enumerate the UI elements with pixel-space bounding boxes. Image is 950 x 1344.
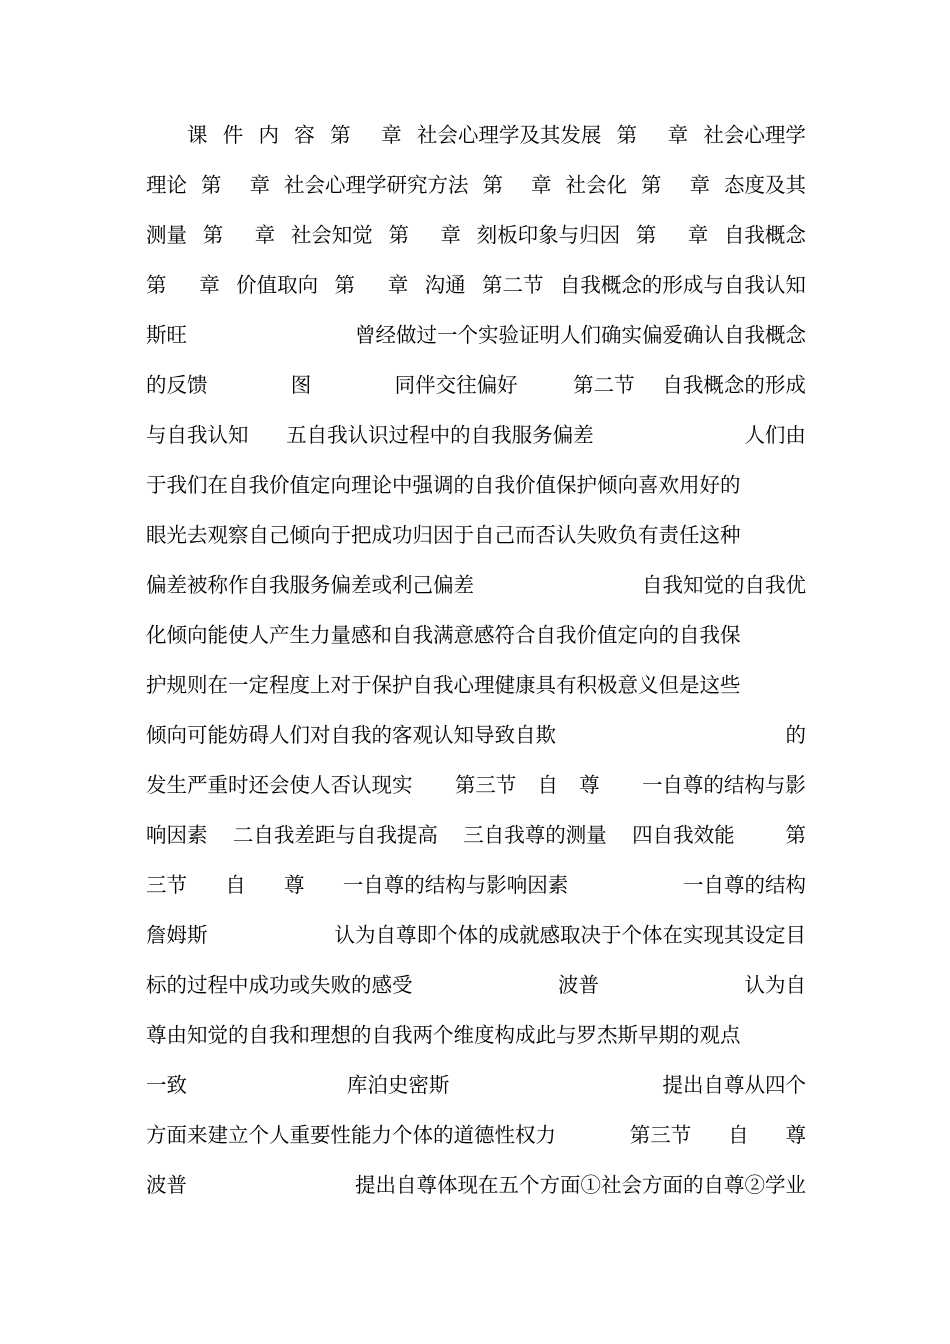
text-line	[146, 510, 806, 560]
text-line	[146, 310, 806, 360]
text-line	[146, 110, 806, 160]
text-run: 偏差被称作自我服务偏差或利己偏差	[146, 573, 474, 597]
text-run: 眼光去观察自己倾向于把成功归因于自己而否认失败负有责任这种	[146, 523, 741, 547]
text-run: 曾经做过一个实验证明人们确实偏爱确认自我概念	[355, 323, 806, 347]
text-run: 护规则在一定程度上对于保护自我心理健康具有积极意义但是这些	[146, 673, 741, 697]
text-run: 第	[334, 273, 355, 297]
text-run: 与自我认知	[146, 423, 249, 447]
text-run: 章	[687, 223, 709, 247]
text-line	[146, 610, 806, 660]
text-run: 社会心理学研究方法	[284, 173, 469, 197]
text-run: 件	[222, 123, 244, 147]
text-run: 第三节	[454, 773, 517, 797]
text-run: 第	[616, 123, 638, 147]
text-run: 标的过程中成功或失败的感受	[146, 973, 413, 997]
text-run: 第	[785, 823, 806, 847]
text-line	[146, 160, 806, 210]
text-run: 容	[294, 123, 315, 147]
text-run: 自	[537, 773, 558, 797]
text-run: 课	[146, 123, 208, 147]
text-line	[146, 560, 806, 610]
text-run: 认为自尊即个体的成就感取决于个体在实现其设定目	[334, 923, 806, 947]
text-run: 提出自尊体现在五个方面①社会方面的自尊②学业	[355, 1173, 806, 1197]
text-run: 自	[225, 873, 246, 897]
text-run: 五自我认识过程中的自我服务偏差	[286, 423, 594, 447]
text-run: 三节	[146, 873, 187, 897]
text-run: 提出自尊从四个	[662, 1073, 806, 1097]
text-line	[146, 960, 806, 1010]
text-run: 第	[201, 173, 222, 197]
text-run: 第	[641, 173, 662, 197]
text-run: 发生严重时还会使人否认现实	[146, 773, 413, 797]
text-run: 自我知觉的自我优	[642, 573, 806, 597]
text-line	[146, 860, 806, 910]
text-run: 第	[146, 273, 167, 297]
text-run: 第	[202, 223, 224, 247]
text-run: 认为自	[744, 973, 806, 997]
text-run: 社会知觉	[290, 223, 373, 247]
text-run: 响因素	[146, 823, 208, 847]
text-run: 章	[381, 123, 402, 147]
text-run: 波普	[558, 973, 599, 997]
text-run: 测量	[146, 223, 187, 247]
text-run: 章	[387, 273, 409, 297]
text-run: 四自我效能	[632, 823, 735, 847]
text-run: 斯旺	[146, 323, 187, 347]
text-run: 章	[667, 123, 689, 147]
text-run: 第	[330, 123, 351, 147]
text-run: 第三节	[629, 1123, 692, 1147]
text-run: 章	[199, 273, 220, 297]
text-run: 的反馈	[146, 373, 208, 397]
text-line	[146, 460, 806, 510]
text-run: 态度及其	[724, 173, 806, 197]
text-run: 一致	[146, 1073, 187, 1097]
text-run: 尊	[284, 873, 305, 897]
text-run: 同伴交往偏好	[394, 373, 518, 397]
text-run: 社会化	[565, 173, 627, 197]
text-run: 图	[290, 373, 312, 397]
text-run: 第	[388, 223, 410, 247]
text-run: 的	[785, 723, 806, 747]
text-run: 章	[689, 173, 710, 197]
text-run: 沟通	[424, 273, 466, 297]
text-line	[146, 410, 806, 460]
text-run: 第二节	[573, 373, 635, 397]
text-line	[146, 1160, 806, 1210]
text-run: 尊	[785, 1123, 806, 1147]
text-run: 三自我尊的测量	[463, 823, 607, 847]
text-line	[146, 360, 806, 410]
text-run: 章	[249, 173, 270, 197]
text-run: 自我概念的形成与自我认知	[559, 273, 806, 297]
text-run: 价值取向	[236, 273, 319, 297]
text-run: 章	[440, 223, 461, 247]
text-run: 波普	[146, 1173, 187, 1197]
text-run: 于我们在自我价值定向理论中强调的自我价值保护倾向喜欢用好的	[146, 473, 741, 497]
body-text	[146, 110, 806, 1210]
text-run: 一自尊的结构与影响因素	[342, 873, 569, 897]
text-run: 一自尊的结构	[683, 873, 806, 897]
text-run: 自我概念	[723, 223, 806, 247]
text-run: 章	[531, 173, 552, 197]
text-run: 库泊史密斯	[346, 1073, 450, 1097]
text-line	[146, 1110, 806, 1160]
text-run: 内	[258, 123, 280, 147]
text-line	[146, 910, 806, 960]
text-run: 化倾向能使人产生力量感和自我满意感符合自我价值定向的自我保	[146, 623, 741, 647]
text-run: 刻板印象与归因	[476, 223, 621, 247]
text-line	[146, 1060, 806, 1110]
text-run: 第	[482, 173, 503, 197]
text-line	[146, 760, 806, 810]
text-run: 自	[728, 1123, 749, 1147]
text-run: 自我概念的形成	[662, 373, 806, 397]
text-run: 第	[635, 223, 657, 247]
text-line	[146, 660, 806, 710]
text-run: 二自我差距与自我提高	[232, 823, 438, 847]
text-line	[146, 1010, 806, 1060]
text-line	[146, 260, 806, 310]
text-run: 社会心理学及其发展	[416, 123, 602, 147]
text-run: 理论	[146, 173, 187, 197]
text-run: 詹姆斯	[146, 923, 208, 947]
text-run: 章	[254, 223, 276, 247]
text-run: 倾向可能妨碍人们对自我的客观认知导致自欺	[146, 723, 556, 747]
text-line	[146, 210, 806, 260]
text-run: 一自尊的结构与影	[641, 773, 806, 797]
text-line	[146, 710, 806, 760]
text-run: 尊由知觉的自我和理想的自我两个维度构成此与罗杰斯早期的观点	[146, 1023, 741, 1047]
text-run: 方面来建立个人重要性能力个体的道德性权力	[146, 1123, 556, 1147]
text-run: 社会心理学	[703, 123, 806, 147]
text-run: 第二节	[482, 273, 544, 297]
text-run: 人们由	[744, 423, 806, 447]
text-run: 尊	[579, 773, 600, 797]
text-line	[146, 810, 806, 860]
